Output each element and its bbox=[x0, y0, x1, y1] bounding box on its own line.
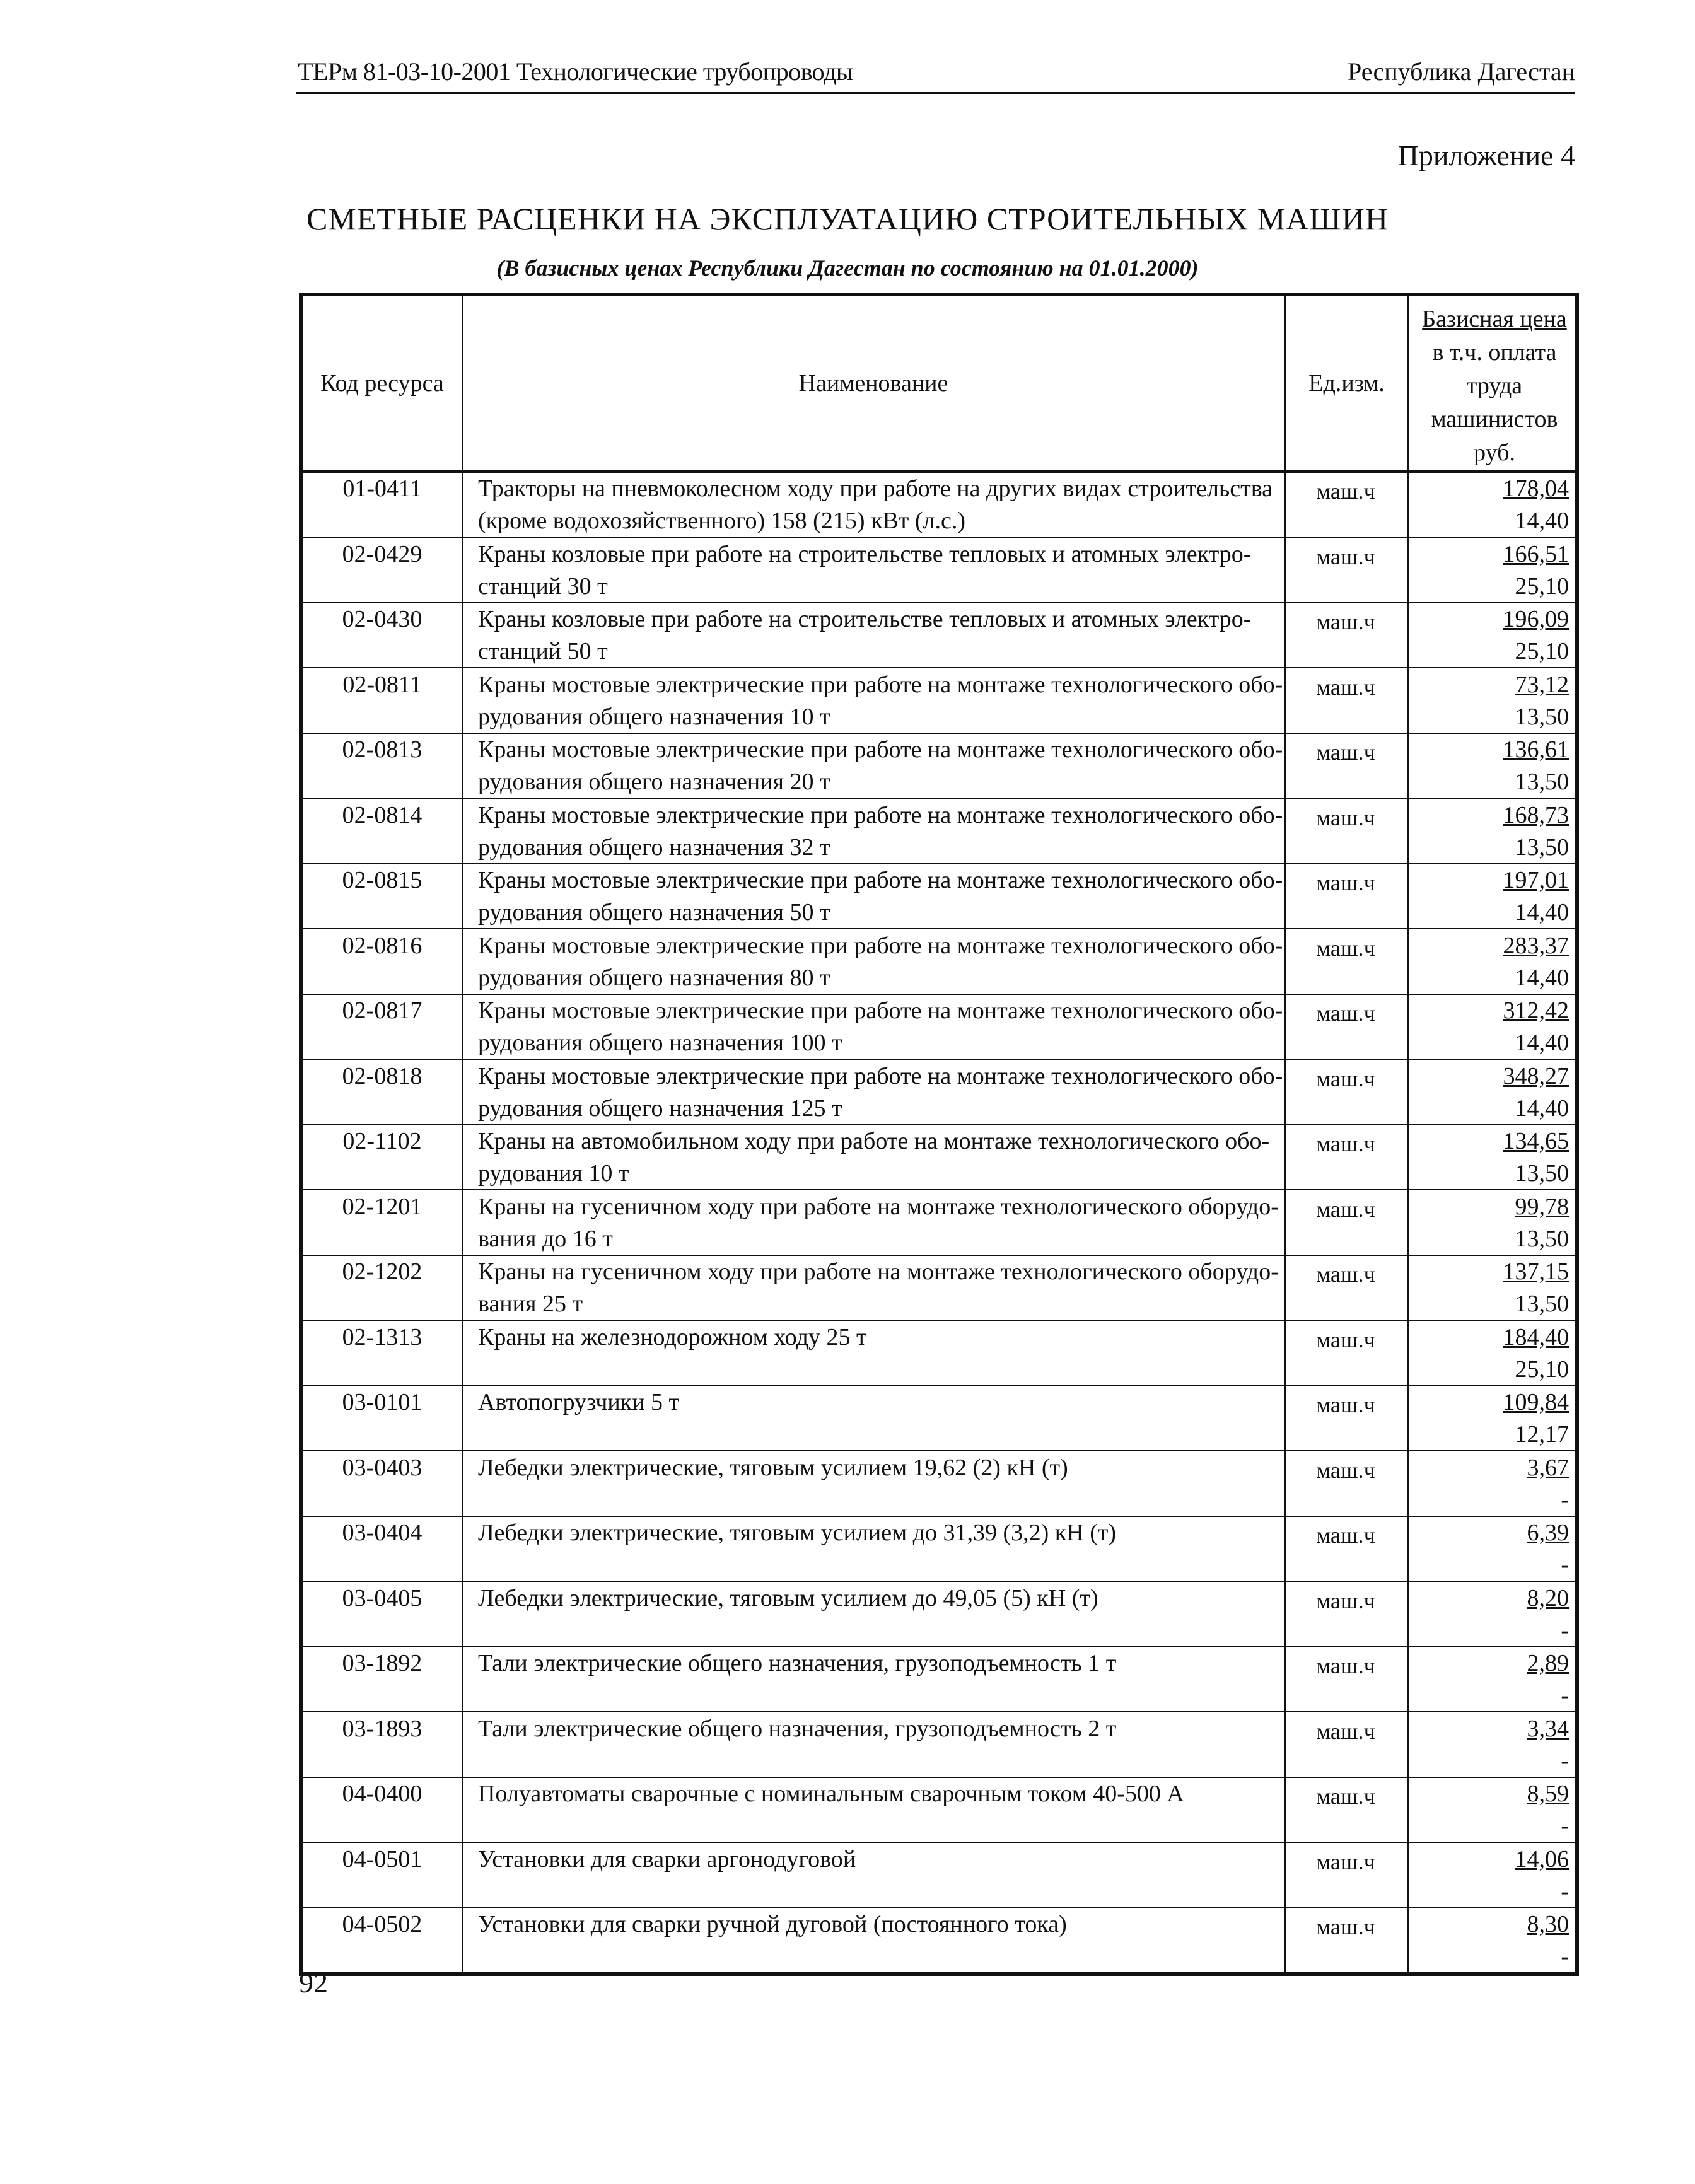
machine-rates-table bbox=[299, 293, 1579, 1976]
operator-wage: - bbox=[1561, 1878, 1569, 1905]
resource-name-line: Тали электрические общего назначения, грузоподъемность 1 т bbox=[478, 1650, 1117, 1676]
resource-code: 02-0816 bbox=[342, 932, 422, 959]
price-cell bbox=[1410, 1452, 1569, 1516]
table-row bbox=[303, 1191, 1575, 1256]
table-row bbox=[303, 1060, 1575, 1125]
table-row bbox=[303, 799, 1575, 864]
price-cell bbox=[1410, 995, 1569, 1059]
operator-wage: 14,40 bbox=[1515, 1030, 1569, 1056]
operator-wage: 13,50 bbox=[1515, 703, 1569, 730]
resource-name-line: рудования общего назначения 80 т bbox=[478, 964, 830, 991]
header-price-line: машинистов bbox=[1431, 406, 1558, 433]
unit-of-measure: маш.ч bbox=[1316, 1001, 1375, 1026]
running-header-region: Республика Дагестан bbox=[1348, 57, 1575, 86]
resource-name-line: Лебедки электрические, тяговым усилием 19,62 (2) кН (т) bbox=[478, 1454, 1068, 1481]
unit-of-measure: маш.ч bbox=[1316, 479, 1375, 504]
header-code: Код ресурса bbox=[320, 370, 444, 397]
operator-wage: 13,50 bbox=[1515, 1225, 1569, 1252]
table-row bbox=[303, 603, 1575, 668]
price-cell bbox=[1410, 1583, 1569, 1647]
resource-name-line: станций 30 т bbox=[478, 572, 608, 600]
table-row bbox=[303, 1386, 1575, 1451]
page-number: 92 bbox=[299, 1966, 328, 1999]
running-header-title: ТЕРм 81-03-10-2001 Технологические трубопроводы bbox=[298, 57, 853, 86]
resource-name-line: Краны мостовые электрические при работе на монтаже технологического обо- bbox=[478, 997, 1283, 1024]
unit-of-measure: маш.ч bbox=[1316, 1588, 1375, 1613]
header-price-line: труда bbox=[1466, 373, 1523, 399]
unit-of-measure: маш.ч bbox=[1316, 1457, 1375, 1483]
table-row bbox=[303, 1452, 1575, 1517]
table-row bbox=[303, 1321, 1575, 1386]
base-price: 3,34 bbox=[1527, 1715, 1569, 1742]
operator-wage: - bbox=[1561, 1682, 1569, 1709]
price-cell bbox=[1410, 734, 1569, 798]
base-price: 73,12 bbox=[1515, 671, 1569, 698]
resource-code: 03-1892 bbox=[342, 1650, 422, 1676]
price-cell bbox=[1410, 864, 1569, 929]
resource-name-line: рудования общего назначения 20 т bbox=[478, 769, 830, 795]
resource-code: 03-0405 bbox=[342, 1584, 422, 1612]
resource-name-line: Краны на автомобильном ходу при работе на монтаже технологического обо- bbox=[478, 1128, 1270, 1154]
table-row bbox=[303, 1713, 1575, 1778]
table-row bbox=[303, 1125, 1575, 1190]
resource-name-line: Установки для сварки ручной дуговой (постоянного тока) bbox=[478, 1911, 1067, 1937]
price-cell bbox=[1410, 1844, 1569, 1908]
page-subtitle: (В базисных ценах Республики Дагестан по состоянию на 01.01.2000) bbox=[496, 255, 1199, 281]
resource-name-line: рудования 10 т bbox=[478, 1160, 629, 1187]
resource-code: 02-1313 bbox=[342, 1323, 422, 1350]
resource-name-line: Тракторы на пневмоколесном ходу при работе на других видах строительства bbox=[478, 475, 1273, 502]
resource-name-line: Полуавтоматы сварочные с номинальным сварочным током 40-500 А bbox=[478, 1780, 1184, 1807]
price-cell bbox=[1410, 1191, 1569, 1255]
table-row bbox=[303, 995, 1575, 1060]
table-row bbox=[303, 930, 1575, 995]
resource-code: 02-0429 bbox=[342, 540, 422, 567]
base-price: 14,06 bbox=[1515, 1845, 1569, 1873]
resource-name-line: Краны мостовые электрические при работе на монтаже технологического обо- bbox=[478, 932, 1283, 959]
resource-name-line: рудования общего назначения 10 т bbox=[478, 703, 830, 730]
header-unit: Ед.изм. bbox=[1308, 370, 1385, 397]
price-cell bbox=[1410, 473, 1569, 537]
resource-code: 02-0811 bbox=[342, 671, 422, 698]
resource-code: 04-0502 bbox=[342, 1911, 422, 1937]
base-price: 109,84 bbox=[1503, 1389, 1569, 1415]
resource-code: 03-1893 bbox=[342, 1715, 422, 1742]
resource-name-line: рудования общего назначения 50 т bbox=[478, 899, 830, 926]
resource-name-line: вания до 16 т bbox=[478, 1225, 613, 1252]
resource-name-line: Установки для сварки аргонодуговой bbox=[478, 1845, 856, 1873]
operator-wage: 13,50 bbox=[1515, 1291, 1569, 1317]
resource-name-line: Краны козловые при работе на строительстве тепловых и атомных электро- bbox=[478, 606, 1252, 632]
header-price bbox=[1410, 296, 1579, 470]
base-price: 197,01 bbox=[1503, 867, 1569, 893]
operator-wage: 25,10 bbox=[1515, 572, 1569, 600]
header-price-line: Базисная цена bbox=[1422, 306, 1567, 332]
operator-wage: - bbox=[1561, 1617, 1569, 1644]
price-cell bbox=[1410, 1713, 1569, 1777]
operator-wage: 13,50 bbox=[1515, 834, 1569, 861]
resource-code: 02-0817 bbox=[342, 997, 422, 1024]
base-price: 196,09 bbox=[1503, 606, 1569, 632]
price-cell bbox=[1410, 1125, 1569, 1190]
price-cell bbox=[1410, 603, 1569, 668]
unit-of-measure: маш.ч bbox=[1316, 609, 1375, 634]
base-price: 6,39 bbox=[1527, 1519, 1569, 1546]
operator-wage: 13,50 bbox=[1515, 1160, 1569, 1187]
base-price: 178,04 bbox=[1503, 475, 1569, 502]
resource-code: 04-0400 bbox=[342, 1780, 422, 1807]
resource-code: 02-0818 bbox=[342, 1062, 422, 1089]
unit-of-measure: маш.ч bbox=[1316, 1523, 1375, 1548]
resource-code: 01-0411 bbox=[342, 475, 422, 502]
unit-of-measure: маш.ч bbox=[1316, 804, 1375, 830]
resource-code: 02-0815 bbox=[342, 867, 422, 893]
resource-name-line: Краны мостовые электрические при работе на монтаже технологического обо- bbox=[478, 867, 1283, 893]
unit-of-measure: маш.ч bbox=[1316, 870, 1375, 895]
resource-name-line: Тали электрические общего назначения, грузоподъемность 2 т bbox=[478, 1715, 1117, 1742]
table-row bbox=[303, 1583, 1575, 1647]
resource-name-line: Краны на железнодорожном ходу 25 т bbox=[478, 1323, 867, 1350]
price-cell bbox=[1410, 669, 1569, 733]
header-price-line: руб. bbox=[1474, 439, 1515, 466]
unit-of-measure: маш.ч bbox=[1316, 1718, 1375, 1744]
resource-name-line: рудования общего назначения 125 т bbox=[478, 1095, 842, 1122]
unit-of-measure: маш.ч bbox=[1316, 1914, 1375, 1939]
operator-wage: 14,40 bbox=[1515, 899, 1569, 926]
unit-of-measure: маш.ч bbox=[1316, 1262, 1375, 1287]
resource-code: 02-1102 bbox=[342, 1128, 422, 1154]
base-price: 137,15 bbox=[1503, 1258, 1569, 1285]
price-cell bbox=[1410, 1647, 1569, 1712]
resource-name-line: Краны на гусеничном ходу при работе на монтаже технологического оборудо- bbox=[478, 1258, 1279, 1285]
resource-name-line: Краны козловые при работе на строительстве тепловых и атомных электро- bbox=[478, 540, 1252, 567]
base-price: 348,27 bbox=[1503, 1062, 1569, 1089]
resource-name-line: Краны на гусеничном ходу при работе на монтаже технологического оборудо- bbox=[478, 1193, 1279, 1220]
resource-code: 02-0813 bbox=[342, 736, 422, 763]
resource-name-line: вания 25 т bbox=[478, 1291, 583, 1317]
operator-wage: - bbox=[1561, 1813, 1569, 1839]
operator-wage: 14,40 bbox=[1515, 964, 1569, 991]
price-cell bbox=[1410, 799, 1569, 864]
resource-code: 03-0101 bbox=[342, 1389, 422, 1415]
unit-of-measure: маш.ч bbox=[1316, 1196, 1375, 1222]
operator-wage: 12,17 bbox=[1515, 1421, 1569, 1448]
resource-code: 02-1201 bbox=[342, 1193, 422, 1220]
header-rule bbox=[296, 92, 1575, 94]
table-row bbox=[303, 473, 1575, 538]
table-row bbox=[303, 538, 1575, 603]
operator-wage: 25,10 bbox=[1515, 638, 1569, 665]
price-cell bbox=[1410, 1386, 1569, 1451]
base-price: 168,73 bbox=[1503, 801, 1569, 828]
price-cell bbox=[1410, 1060, 1569, 1125]
resource-name-line: станций 50 т bbox=[478, 638, 608, 665]
table-row bbox=[303, 1517, 1575, 1582]
operator-wage: 14,40 bbox=[1515, 508, 1569, 534]
table-row bbox=[303, 734, 1575, 799]
resource-name-line: Краны мостовые электрические при работе на монтаже технологического обо- bbox=[478, 801, 1283, 828]
operator-wage: - bbox=[1561, 1552, 1569, 1578]
base-price: 8,30 bbox=[1527, 1911, 1569, 1937]
price-cell bbox=[1410, 930, 1569, 994]
operator-wage: - bbox=[1561, 1943, 1569, 1970]
unit-of-measure: маш.ч bbox=[1316, 1784, 1375, 1809]
header-name: Наименование bbox=[798, 370, 948, 397]
header-price-line: в т.ч. оплата bbox=[1432, 339, 1557, 366]
unit-of-measure: маш.ч bbox=[1316, 1653, 1375, 1678]
unit-of-measure: маш.ч bbox=[1316, 543, 1375, 569]
price-cell bbox=[1410, 1778, 1569, 1842]
unit-of-measure: маш.ч bbox=[1316, 1392, 1375, 1417]
resource-name-line: рудования общего назначения 32 т bbox=[478, 834, 830, 861]
resource-name-line: (кроме водохозяйственного) 158 (215) кВт (л.с.) bbox=[478, 508, 966, 534]
base-price: 2,89 bbox=[1527, 1650, 1569, 1676]
base-price: 134,65 bbox=[1503, 1128, 1569, 1154]
base-price: 136,61 bbox=[1503, 736, 1569, 763]
operator-wage: 13,50 bbox=[1515, 769, 1569, 795]
operator-wage: 14,40 bbox=[1515, 1095, 1569, 1122]
unit-of-measure: маш.ч bbox=[1316, 1066, 1375, 1091]
table-row bbox=[303, 1778, 1575, 1843]
price-cell bbox=[1410, 1256, 1569, 1320]
resource-code: 04-0501 bbox=[342, 1845, 422, 1873]
appendix-label: Приложение 4 bbox=[1397, 139, 1575, 171]
operator-wage: 25,10 bbox=[1515, 1356, 1569, 1383]
base-price: 312,42 bbox=[1503, 997, 1569, 1024]
resource-name-line: Лебедки электрические, тяговым усилием до 49,05 (5) кН (т) bbox=[478, 1584, 1098, 1612]
operator-wage: - bbox=[1561, 1747, 1569, 1774]
resource-code: 02-0430 bbox=[342, 606, 422, 632]
base-price: 8,59 bbox=[1527, 1780, 1569, 1807]
table-row bbox=[303, 1844, 1575, 1908]
table-row bbox=[303, 1908, 1575, 1973]
unit-of-measure: маш.ч bbox=[1316, 935, 1375, 961]
base-price: 8,20 bbox=[1527, 1584, 1569, 1612]
resource-name-line: Краны мостовые электрические при работе на монтаже технологического обо- bbox=[478, 736, 1283, 763]
base-price: 283,37 bbox=[1503, 932, 1569, 959]
resource-name-line: рудования общего назначения 100 т bbox=[478, 1030, 842, 1056]
unit-of-measure: маш.ч bbox=[1316, 1327, 1375, 1352]
base-price: 166,51 bbox=[1503, 540, 1569, 567]
base-price: 3,67 bbox=[1527, 1454, 1569, 1481]
table-row bbox=[303, 1647, 1575, 1712]
table-row bbox=[303, 669, 1575, 734]
table-row bbox=[303, 864, 1575, 929]
resource-name-line: Краны мостовые электрические при работе на монтаже технологического обо- bbox=[478, 1062, 1283, 1089]
unit-of-measure: маш.ч bbox=[1316, 740, 1375, 765]
base-price: 184,40 bbox=[1503, 1323, 1569, 1350]
table-row bbox=[303, 1256, 1575, 1321]
price-cell bbox=[1410, 538, 1569, 603]
unit-of-measure: маш.ч bbox=[1316, 1131, 1375, 1156]
resource-code: 03-0403 bbox=[342, 1454, 422, 1481]
resource-code: 02-1202 bbox=[342, 1258, 422, 1285]
price-cell bbox=[1410, 1517, 1569, 1581]
resource-code: 02-0814 bbox=[342, 801, 422, 828]
resource-code: 03-0404 bbox=[342, 1519, 422, 1546]
operator-wage: - bbox=[1561, 1486, 1569, 1513]
price-cell bbox=[1410, 1321, 1569, 1386]
page-title: СМЕТНЫЕ РАСЦЕНКИ НА ЭКСПЛУАТАЦИЮ СТРОИТЕЛЬНЫХ МАШИН bbox=[306, 201, 1389, 236]
resource-name-line: Краны мостовые электрические при работе на монтаже технологического обо- bbox=[478, 671, 1283, 698]
resource-name-line: Автопогрузчики 5 т bbox=[478, 1389, 680, 1415]
unit-of-measure: маш.ч bbox=[1316, 1849, 1375, 1874]
base-price: 99,78 bbox=[1515, 1193, 1569, 1220]
unit-of-measure: маш.ч bbox=[1316, 674, 1375, 700]
price-cell bbox=[1410, 1908, 1569, 1973]
resource-name-line: Лебедки электрические, тяговым усилием до 31,39 (3,2) кН (т) bbox=[478, 1519, 1117, 1546]
